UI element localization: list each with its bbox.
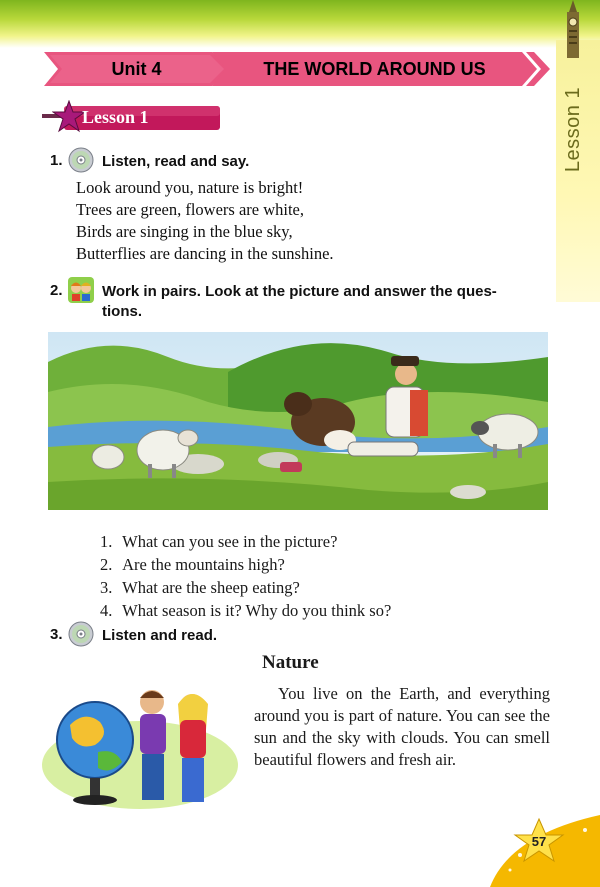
poem-line: Butterflies are dancing in the sunshine. (76, 244, 334, 263)
poem-line: Look around you, nature is bright! (76, 178, 304, 197)
cd-disc-icon (68, 621, 94, 647)
question-item: 2. Are the mountains high? (100, 555, 285, 574)
task-2 (50, 282, 497, 322)
unit-title: THE WORLD AROUND US (263, 58, 486, 79)
unit-label: Unit 4 (111, 58, 162, 79)
question-item: 1. What can you see in the picture? (100, 532, 338, 551)
cd-disc-icon (68, 147, 94, 173)
lesson-label: Lesson 1 (82, 107, 149, 127)
unit-title-banner (212, 52, 550, 86)
question-item: 3. What are the sheep eating? (100, 578, 300, 597)
lesson-heading (42, 104, 220, 132)
top-decorative-band (0, 0, 600, 48)
reading-text: You live on the Earth, and everything around you is part of nature. You can see the sun and the sky with clouds. You can smell beautiful flowers and fresh air. (254, 684, 550, 769)
star-icon (52, 100, 86, 134)
task-1 (50, 152, 249, 173)
task-instruction: Work in pairs. Look at the picture and answer the ques- tions. (102, 283, 497, 320)
page-number: 57 (531, 834, 547, 849)
pair-work-icon (68, 277, 94, 303)
poem-line: Trees are green, flowers are white, (76, 200, 305, 219)
task-number: 2. (50, 282, 63, 299)
page-corner-decoration (490, 815, 600, 887)
unit-banner (44, 52, 229, 86)
task-number: 3. (50, 626, 63, 643)
side-lesson-tab (560, 62, 588, 196)
side-lesson-tab-label: Lesson 1 (562, 86, 585, 172)
task-instruction: Listen and read. (102, 627, 218, 644)
question-list (100, 530, 391, 622)
task-number: 1. (50, 152, 63, 169)
mountain-shepherd-illustration (48, 332, 548, 510)
question-item: 4. What season is it? Why do you think so? (100, 601, 392, 620)
poem-line: Birds are singing in the blue sky, (76, 222, 293, 241)
globe-children-illustration (40, 680, 240, 810)
big-ben-icon (556, 0, 590, 58)
reading-title: Nature (262, 652, 319, 673)
task-3 (50, 626, 217, 647)
task-instruction: Listen, read and say. (102, 153, 250, 170)
poem (76, 177, 334, 265)
